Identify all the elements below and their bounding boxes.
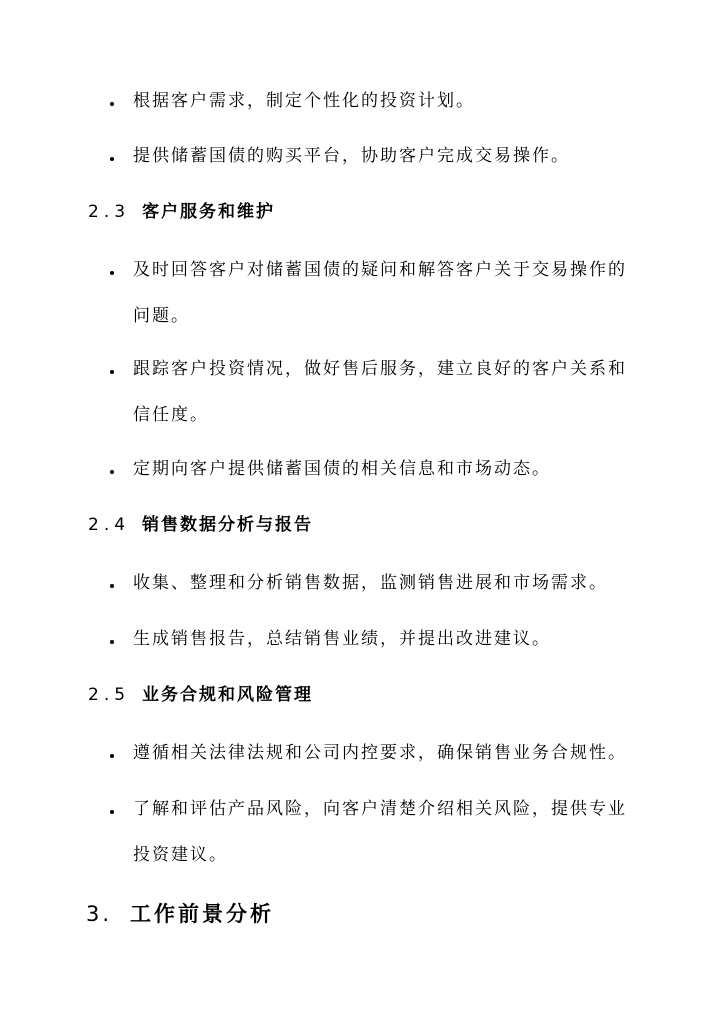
list-item (108, 78, 628, 124)
list-item-text: 了解和评估产品风险，向客户清楚介绍相关风险，提供专业投资建议。 (133, 799, 627, 865)
list-item-text: 提供储蓄国债的购买平台，协助客户完成交易操作。 (133, 146, 570, 166)
list-item-text: 生成销售报告，总结销售业绩，并提出改进建议。 (133, 629, 551, 649)
bullet-icon (108, 346, 118, 392)
bullet-icon (108, 730, 118, 776)
subsection-title: 客户服务和维护 (142, 202, 276, 222)
section-title: 工作前景分析 (130, 902, 275, 926)
bullet-icon (108, 78, 118, 124)
subsection-number: 2.4 (88, 515, 131, 535)
list-item (108, 786, 628, 878)
subsection-heading (88, 512, 313, 538)
list-item (108, 616, 628, 662)
list-item (108, 247, 628, 339)
list-item-text: 收集、整理和分析销售数据，监测销售进展和市场需求。 (133, 573, 608, 593)
bullet-icon (108, 786, 118, 832)
list-item (108, 346, 628, 438)
list-item (108, 730, 628, 776)
subsection-title: 业务合规和风险管理 (142, 685, 314, 705)
list-item-text: 跟踪客户投资情况，做好售后服务，建立良好的客户关系和信任度。 (133, 359, 627, 425)
bullet-icon (108, 560, 118, 606)
subsection-heading (88, 199, 275, 225)
subsection-title: 销售数据分析与报告 (142, 515, 314, 535)
section-number: 3. (86, 902, 113, 926)
list-item-text: 定期向客户提供储蓄国债的相关信息和市场动态。 (133, 459, 551, 479)
bullet-icon (108, 446, 118, 492)
subsection-heading (88, 682, 313, 708)
list-item-text: 及时回答客户对储蓄国债的疑问和解答客户关于交易操作的问题。 (133, 260, 627, 326)
list-item-text: 根据客户需求，制定个性化的投资计划。 (133, 91, 475, 111)
list-item (108, 560, 628, 606)
list-item (108, 446, 628, 492)
list-item (108, 133, 628, 179)
list-item-text: 遵循相关法律法规和公司内控要求，确保销售业务合规性。 (133, 743, 627, 763)
bullet-icon (108, 133, 118, 179)
section-heading (86, 899, 274, 929)
subsection-number: 2.3 (88, 202, 131, 222)
bullet-icon (108, 616, 118, 662)
subsection-number: 2.5 (88, 685, 131, 705)
bullet-icon (108, 247, 118, 293)
